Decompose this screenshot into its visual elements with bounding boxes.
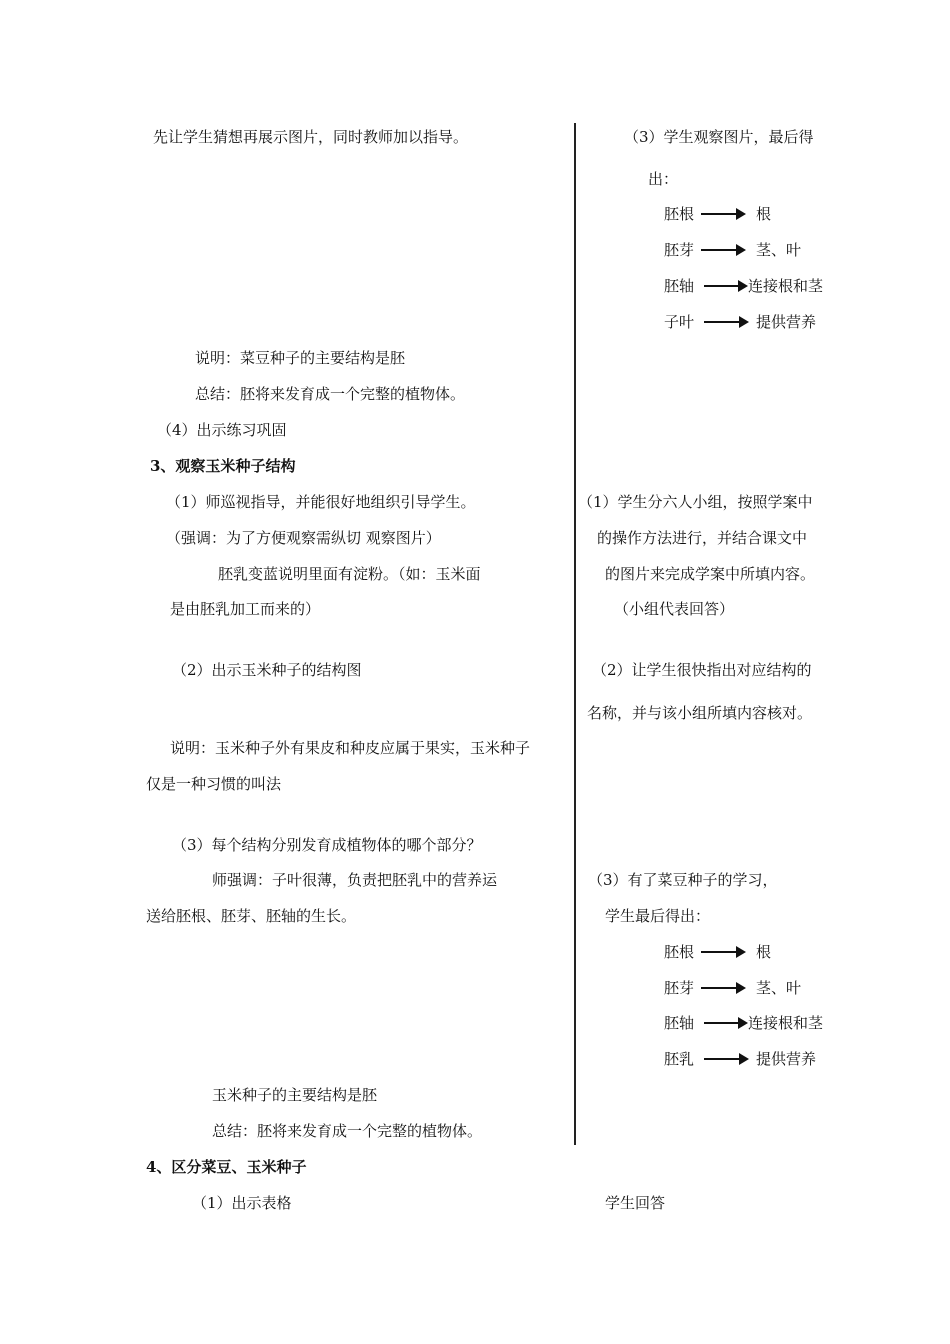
- group-line-3: 的图片来完成学案中所填内容。: [605, 565, 816, 583]
- map-result: 根: [756, 205, 772, 223]
- exercise-item: （4）出示练习巩固: [157, 421, 287, 439]
- map-result: 提供营养: [756, 313, 817, 331]
- corn-summary: 总结：胚将来发育成一个完整的植物体。: [212, 1122, 483, 1140]
- arrow-icon: [704, 1049, 749, 1069]
- map-part: 胚根: [664, 943, 695, 961]
- map-result: 根: [756, 943, 772, 961]
- group-line-1: （1）学生分六人小组，按照学案中: [578, 493, 813, 511]
- item-2-text: （2）出示玉米种子的结构图: [172, 661, 362, 679]
- point-line-1: （2）让学生很快指出对应结构的: [592, 661, 812, 679]
- group-line-4: （小组代表回答）: [614, 600, 735, 618]
- learned-line-1: （3）有了菜豆种子的学习，: [588, 871, 778, 889]
- endosperm-line-1: 胚乳变蓝说明里面有淀粉。（如：玉米面: [218, 565, 481, 583]
- corn-note-line-2: 仅是一种习惯的叫法: [146, 775, 282, 793]
- bean-summary: 总结：胚将来发育成一个完整的植物体。: [195, 385, 466, 403]
- arrow-icon: [704, 312, 749, 332]
- teacher-emphasis-line-1: 师强调：子叶很薄，负责把胚乳中的营养运: [212, 871, 498, 889]
- corn-note-line-1: 说明：玉米种子外有果皮和种皮应属于果实，玉米种子: [170, 739, 531, 757]
- arrow-icon: [701, 204, 746, 224]
- arrow-icon: [704, 1013, 748, 1033]
- section-3-heading: 3、观察玉米种子结构: [150, 457, 296, 475]
- student-answer: 学生回答: [605, 1194, 666, 1212]
- arrow-icon: [701, 942, 746, 962]
- arrow-icon: [704, 276, 748, 296]
- map-result: 茎、叶: [756, 241, 802, 259]
- item-3-text: （3）每个结构分别发育成植物体的哪个部分？: [172, 836, 482, 854]
- bean-note: 说明：菜豆种子的主要结构是胚: [195, 349, 406, 367]
- point-line-2: 名称，并与该小组所填内容核对。: [587, 704, 813, 722]
- observe-line-2: 出：: [648, 170, 679, 188]
- intro-text: 先让学生猜想再展示图片，同时教师加以指导。: [153, 128, 469, 146]
- map-result: 提供营养: [756, 1050, 817, 1068]
- teacher-emphasis-line-2: 送给胚根、胚芽、胚轴的生长。: [146, 907, 357, 925]
- item-1-text: （1）师巡视指导，并能很好地组织引导学生。: [166, 493, 476, 511]
- learned-line-2: 学生最后得出：: [605, 907, 711, 925]
- map-part: 子叶: [664, 313, 695, 331]
- section-4-heading: 4、区分菜豆、玉米种子: [146, 1158, 307, 1176]
- observe-line-1: （3）学生观察图片，最后得: [624, 128, 814, 146]
- endosperm-line-2: 是由胚乳加工而来的）: [170, 600, 321, 618]
- map-part: 胚芽: [664, 241, 695, 259]
- corn-main-structure: 玉米种子的主要结构是胚: [212, 1086, 378, 1104]
- map-result: 连接根和茎: [748, 277, 824, 295]
- column-divider: [574, 123, 576, 1145]
- map-part: 胚根: [664, 205, 695, 223]
- map-part: 胚轴: [664, 277, 695, 295]
- map-result: 茎、叶: [756, 979, 802, 997]
- map-part: 胚芽: [664, 979, 695, 997]
- show-table-item: （1）出示表格: [192, 1194, 292, 1212]
- map-part: 胚乳: [664, 1050, 695, 1068]
- group-line-2: 的操作方法进行，并结合课文中: [597, 529, 808, 547]
- arrow-icon: [701, 240, 746, 260]
- map-part: 胚轴: [664, 1014, 695, 1032]
- map-result: 连接根和茎: [748, 1014, 824, 1032]
- emphasis-text: （强调：为了方便观察需纵切 观察图片）: [166, 529, 441, 547]
- arrow-icon: [701, 978, 746, 998]
